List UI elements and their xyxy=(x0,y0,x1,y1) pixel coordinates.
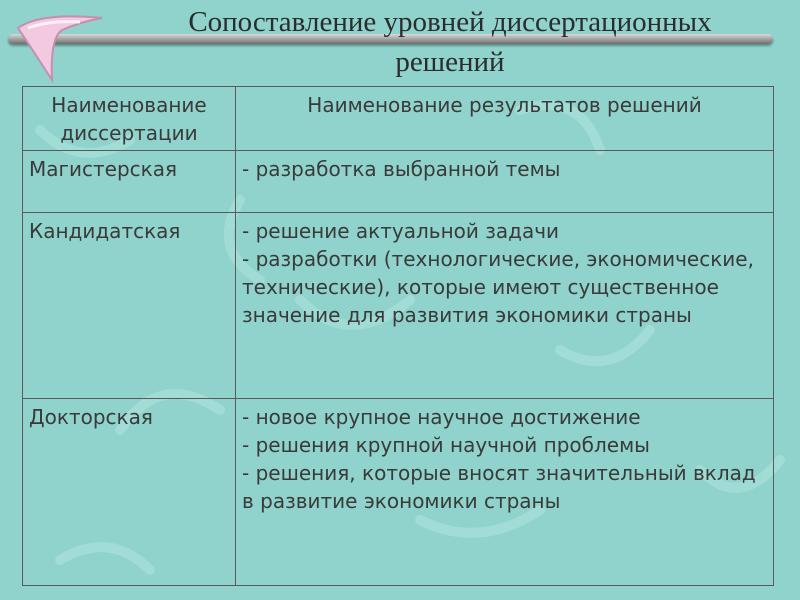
table-row xyxy=(23,399,774,586)
row-name: Докторская xyxy=(23,399,236,586)
row-name: Кандидатская xyxy=(23,213,236,399)
table-header-row xyxy=(23,87,774,151)
result-item: - новое крупное научное достижение xyxy=(242,405,641,429)
header-dissertation-name: Наименование диссертации xyxy=(23,87,236,151)
result-item: - решение актуальной задачи xyxy=(242,219,560,243)
comparison-table xyxy=(22,86,774,586)
title-line-1: Сопоставление уровней диссертационных xyxy=(188,6,712,38)
result-item: - решения, которые вносят значительный вклад в развитие экономики страны xyxy=(242,461,756,513)
row-results xyxy=(236,213,774,399)
result-item: - разработка выбранной темы xyxy=(242,157,561,181)
row-name: Магистерская xyxy=(23,151,236,213)
result-item: - решения крупной научной проблемы xyxy=(242,433,650,457)
title-line-2: решений xyxy=(395,46,505,78)
row-results xyxy=(236,151,774,213)
page-title xyxy=(110,2,790,82)
result-item: - разработки (технологические, экономические, технические), которые имеют существенное значение для развития экономики страны xyxy=(242,247,754,327)
table-row xyxy=(23,151,774,213)
header-results-name: Наименование результатов решений xyxy=(236,87,774,151)
row-results xyxy=(236,399,774,586)
table-row xyxy=(23,213,774,399)
